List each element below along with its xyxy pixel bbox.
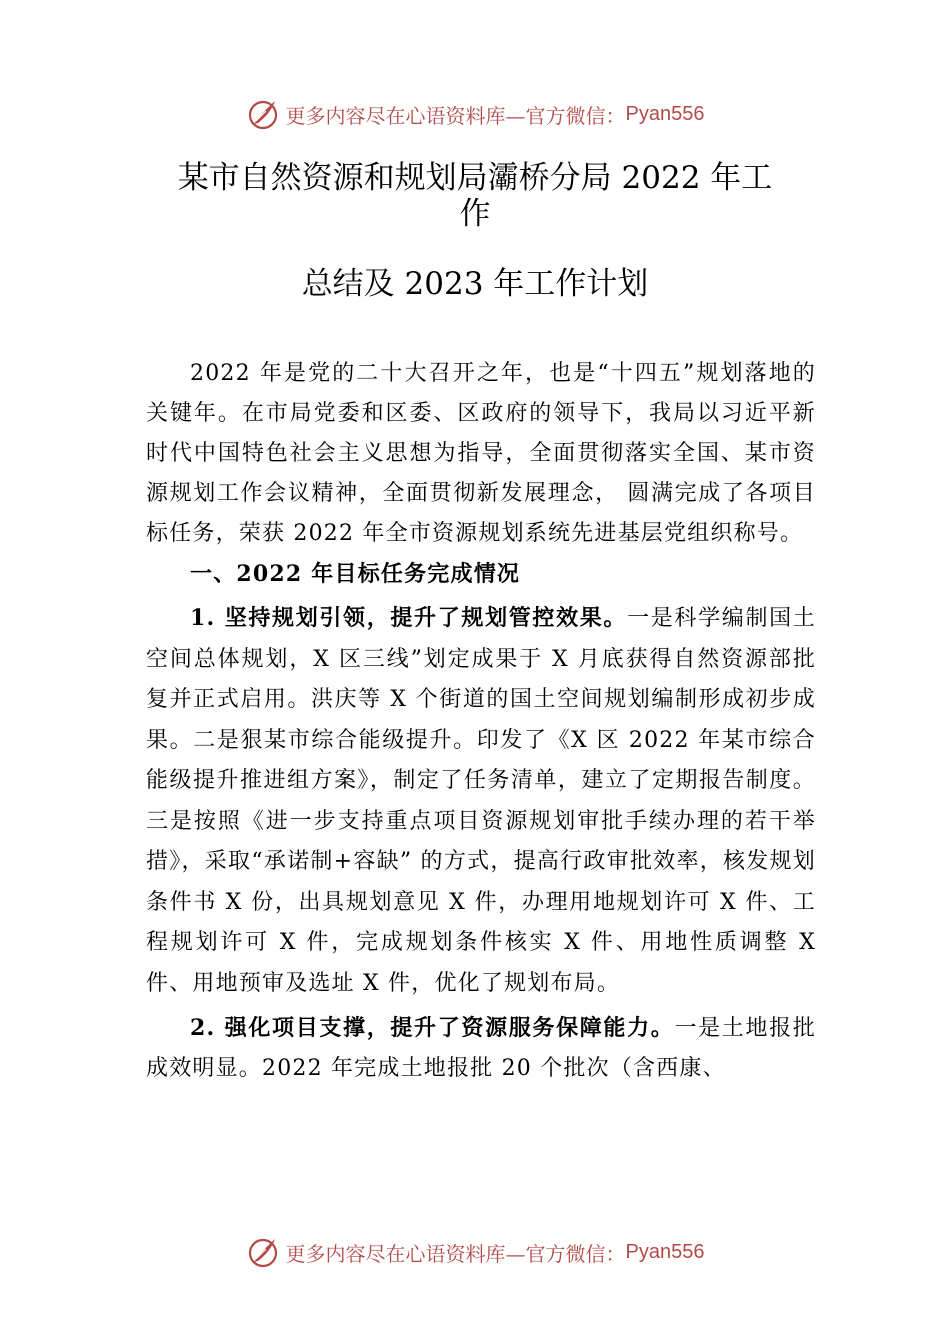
item-1-lead: 1. 坚持规划引领，提升了规划管控效果。	[190, 605, 628, 631]
document-body	[146, 354, 816, 1089]
watermark-banner-bottom	[0, 1232, 950, 1272]
quill-pen-logo-icon	[246, 1235, 280, 1269]
item-2-text: 一是土地报批成效明显。2022 年完成土地报批 20 个批次（含西康、	[146, 1016, 817, 1081]
section-heading: 一、2022 年目标任务完成情况	[190, 561, 521, 587]
intro-paragraph: 2022 年是党的二十大召开之年，也是“十四五”规划落地的关键年。在市局党委和区委、区政府的领导下，我局以习近平新时代中国特色社会主义思想为指导，全面贯彻落实全国、某市资源规划工作会议精神，全面贯彻新发展理念， 圆满完成了各项目标任务，荣获 2022 年全市资源规划系统先进基层党组织称号。	[146, 361, 816, 546]
item-1-paragraph	[146, 598, 816, 1004]
watermark-text: 更多内容尽在心语资料库—官方微信：	[285, 103, 626, 128]
quill-pen-logo-icon	[246, 97, 280, 131]
watermark-banner-top	[0, 94, 950, 134]
document-title-line-1: 某市自然资源和规划局灞桥分局 2022 年工	[177, 160, 773, 196]
item-2-paragraph	[146, 1008, 816, 1089]
watermark-wechat-id: Pyan556	[625, 102, 705, 125]
item-2-lead: 2. 强化项目支撑，提升了资源服务保障能力。	[190, 1015, 675, 1041]
watermark-text: 更多内容尽在心语资料库—官方微信：	[285, 1241, 626, 1266]
watermark-wechat-id: Pyan556	[625, 1240, 705, 1263]
item-1-text: 一是科学编制国土空间总体规划，X 区三线”划定成果于 X 月底获得自然资源部批复并正式启用。洪庆等 X 个街道的国土空间规划编制形成初步成果。二是狠某市综合能级提升。印发了《X 区 2022 年某市综合能级提升推进组方案》，制定了任务清单，建立了定期报告制度。三是按照《进一步支持重点项目资源规划审批手续办理的若干举措》，采取“承诺制+容缺” 的方式，提高行政审批效率，核发规划条件书 X 份，出具规划意见 X 件，办理用地规划许可 X 件、工程规划许可 X 件，完成规划条件核实 X 件、用地性质调整 X 件、用地预审及选址 X 件，优化了规划布局。	[146, 606, 816, 996]
document-title-line-2: 作	[459, 196, 491, 232]
document-title-line-3: 总结及 2023 年工作计划	[301, 266, 649, 302]
